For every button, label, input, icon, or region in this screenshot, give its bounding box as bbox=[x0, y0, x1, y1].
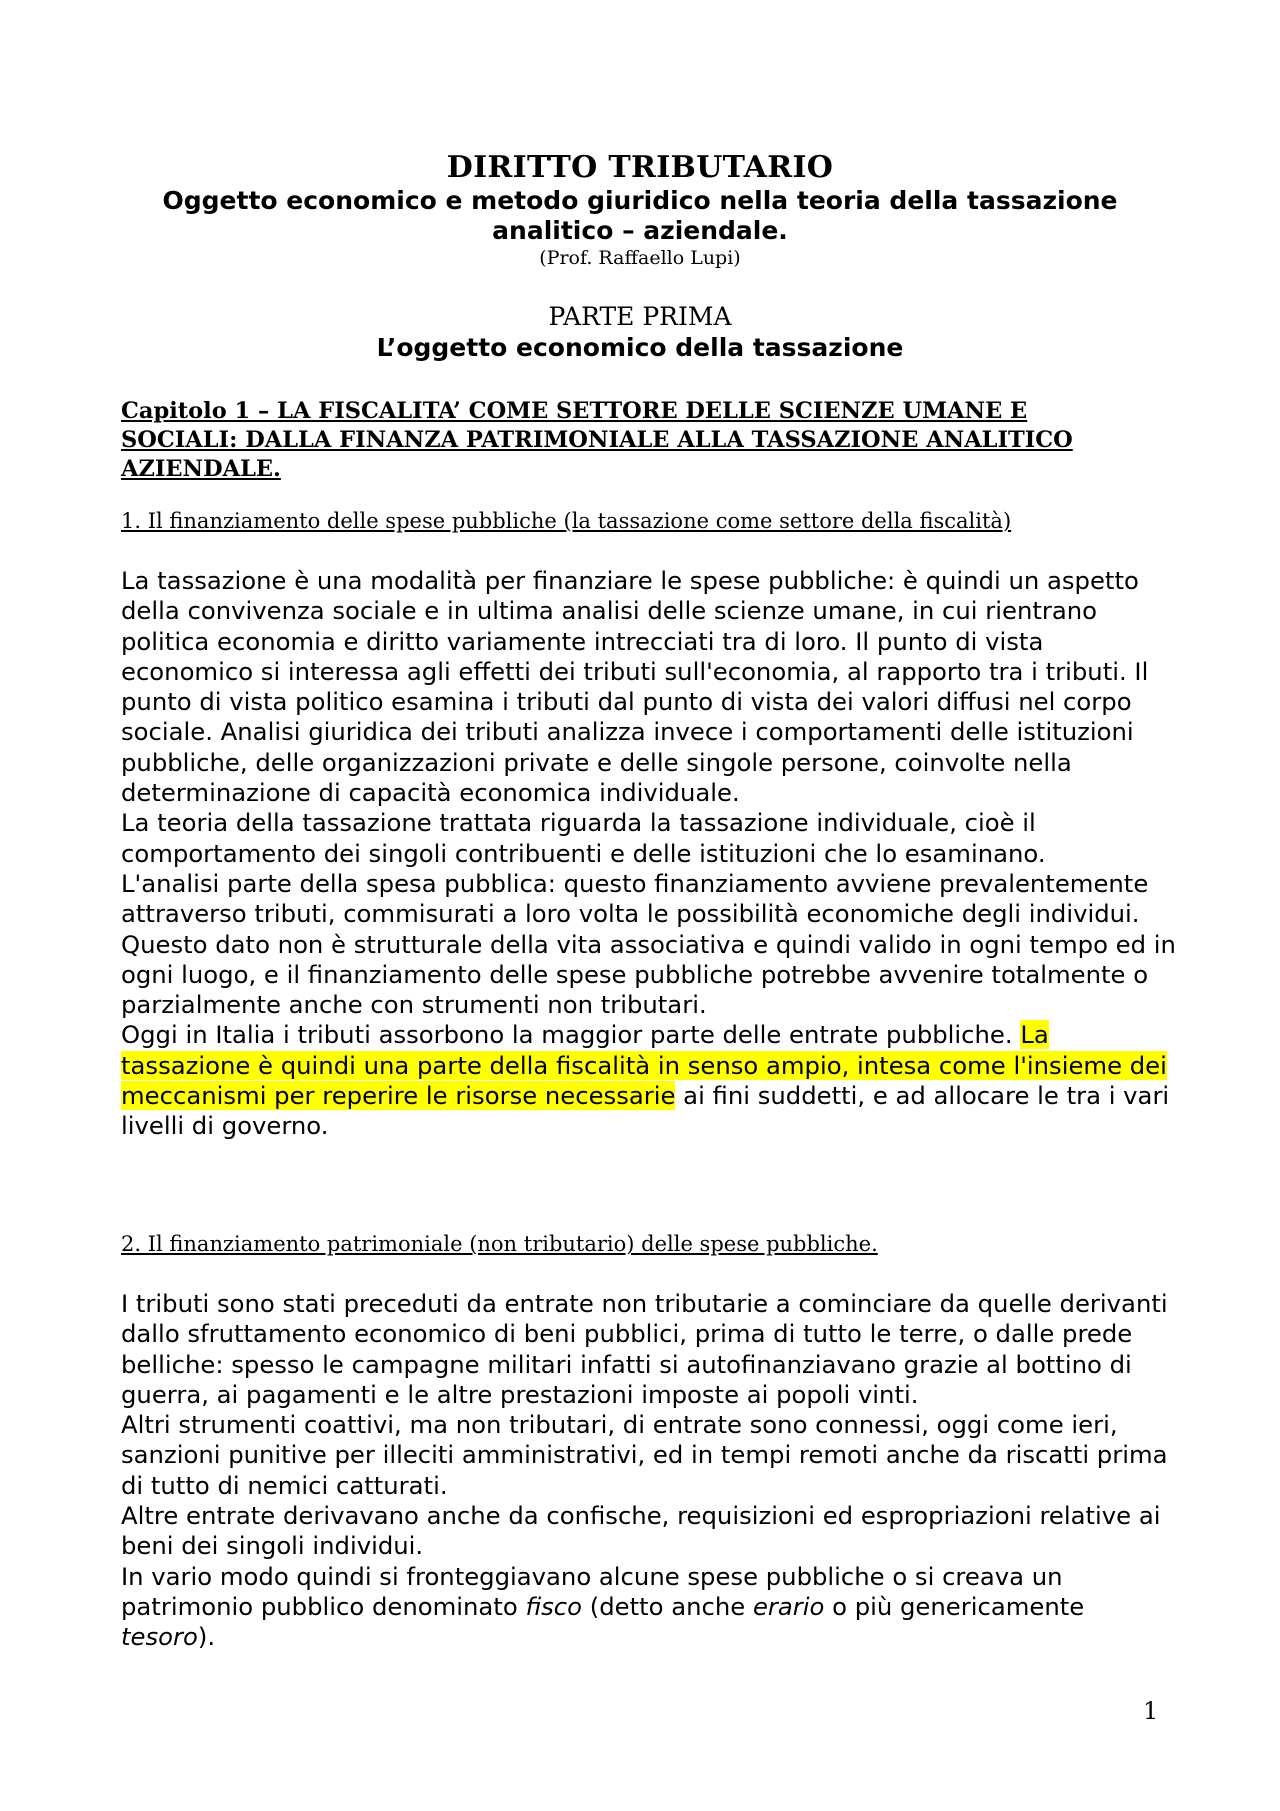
part-title: PARTE PRIMA bbox=[548, 302, 732, 331]
term-fisco: fisco bbox=[525, 1591, 583, 1621]
paragraph: Altri strumenti coattivi, ma non tributari, di entrate sono connessi, oggi come ieri, sanzioni punitive per illeciti amministrativi, ed in tempi remoti anche da riscatti prima di tutto di nemici catturati. bbox=[121, 1410, 1168, 1500]
paragraph: L'analisi parte della spesa pubblica: questo finanziamento avviene prevalentemente attraverso tributi, commisurati a loro volta le possibilità economiche degli individui. Questo dato non è strutturale della vita associativa e quindi valido in ogni tempo ed in ogni luogo, e il finanziamento delle spese pubbliche potrebbe avvenire totalmente o parzialmente anche con strumenti non tributari. bbox=[121, 868, 1176, 1020]
paragraph: Altre entrate derivavano anche da confische, requisizioni ed espropriazioni relative ai beni dei singoli individui. bbox=[121, 1501, 1161, 1561]
paragraph bbox=[121, 1020, 1181, 1141]
subtitle-line-2: analitico – aziendale. bbox=[492, 216, 788, 245]
page-number: 1 bbox=[1143, 1697, 1159, 1725]
chapter-title-line-1: Capitolo 1 – LA FISCALITA’ COME SETTORE DELLE SCIENZE UMANE E bbox=[121, 398, 1028, 424]
section-1-heading: 1. Il finanziamento delle spese pubbliche (la tassazione come settore della fiscalità) bbox=[121, 509, 1012, 533]
section-2-body bbox=[121, 1289, 1181, 1653]
paragraph-text: ). bbox=[197, 1622, 216, 1652]
section-2-heading: 2. Il finanziamento patrimoniale (non tributario) delle spese pubbliche. bbox=[121, 1232, 878, 1256]
chapter-title-line-2: SOCIALI: DALLA FINANZA PATRIMONIALE ALLA TASSAZIONE ANALITICO bbox=[121, 427, 1073, 453]
paragraph: I tributi sono stati preceduti da entrate non tributarie a cominciare da quelle derivanti dallo sfruttamento economico di beni pubblici, prima di tutto le terre, o dalle prede belliche: spesso le campagne militari infatti si autofinanziavano grazie al bottino di guerra, ai pagamenti e le altre prestazioni imposte ai popoli vinti. bbox=[121, 1289, 1168, 1409]
paragraph: La tassazione è una modalità per finanziare le spese pubbliche: è quindi un aspetto della convivenza sociale e in ultima analisi delle scienze umane, in cui rientrano politica economia e diritto variamente intrecciati tra di loro. Il punto di vista economico si interessa agli effetti dei tributi sull'economia, al rapporto tra i tributi. Il punto di vista politico esamina i tributi dal punto di vista dei valori diffusi nel corpo sociale. Analisi giuridica dei tributi analizza invece i comportamenti delle istituzioni pubbliche, delle organizzazioni private e delle singole persone, coinvolte nella determinazione di capacità economica individuale. bbox=[121, 566, 1149, 808]
paragraph-text: In vario modo quindi si fronteggiavano alcune spese pubbliche o si creava un patrimonio pubblico denominato bbox=[121, 1561, 1063, 1621]
document-author: (Prof. Raffaello Lupi) bbox=[539, 247, 741, 269]
highlighted-text: La tassazione è quindi una parte della fiscalità in senso ampio, intesa come l'insieme dei meccanismi per reperire le risorse necessarie bbox=[121, 1020, 1167, 1111]
paragraph-text: Oggi in Italia i tributi assorbono la maggior parte delle entrate pubbliche. bbox=[121, 1020, 1021, 1050]
chapter-title-line-3: AZIENDALE. bbox=[121, 456, 281, 482]
term-tesoro: tesoro bbox=[121, 1622, 198, 1652]
chapter-title bbox=[121, 397, 1161, 484]
term-erario: erario bbox=[752, 1591, 825, 1621]
paragraph: La teoria della tassazione trattata riguarda la tassazione individuale, cioè il comportamento dei singoli contribuenti e delle istituzioni che lo esaminano. bbox=[121, 808, 1046, 868]
paragraph-text: o più genericamente bbox=[824, 1591, 1085, 1621]
section-1-body bbox=[121, 566, 1181, 1142]
document-title: DIRITTO TRIBUTARIO bbox=[446, 150, 834, 185]
subtitle-line-1: Oggetto economico e metodo giuridico nella teoria della tassazione bbox=[162, 186, 1118, 215]
paragraph-text: (detto anche bbox=[582, 1591, 753, 1621]
paragraph bbox=[121, 1562, 1181, 1653]
paragraph-text: ai fini suddetti, e ad allocare le tra i vari livelli di governo. bbox=[121, 1081, 1170, 1141]
part-subtitle: L’oggetto economico della tassazione bbox=[376, 333, 904, 362]
document-subtitle bbox=[0, 186, 1280, 246]
